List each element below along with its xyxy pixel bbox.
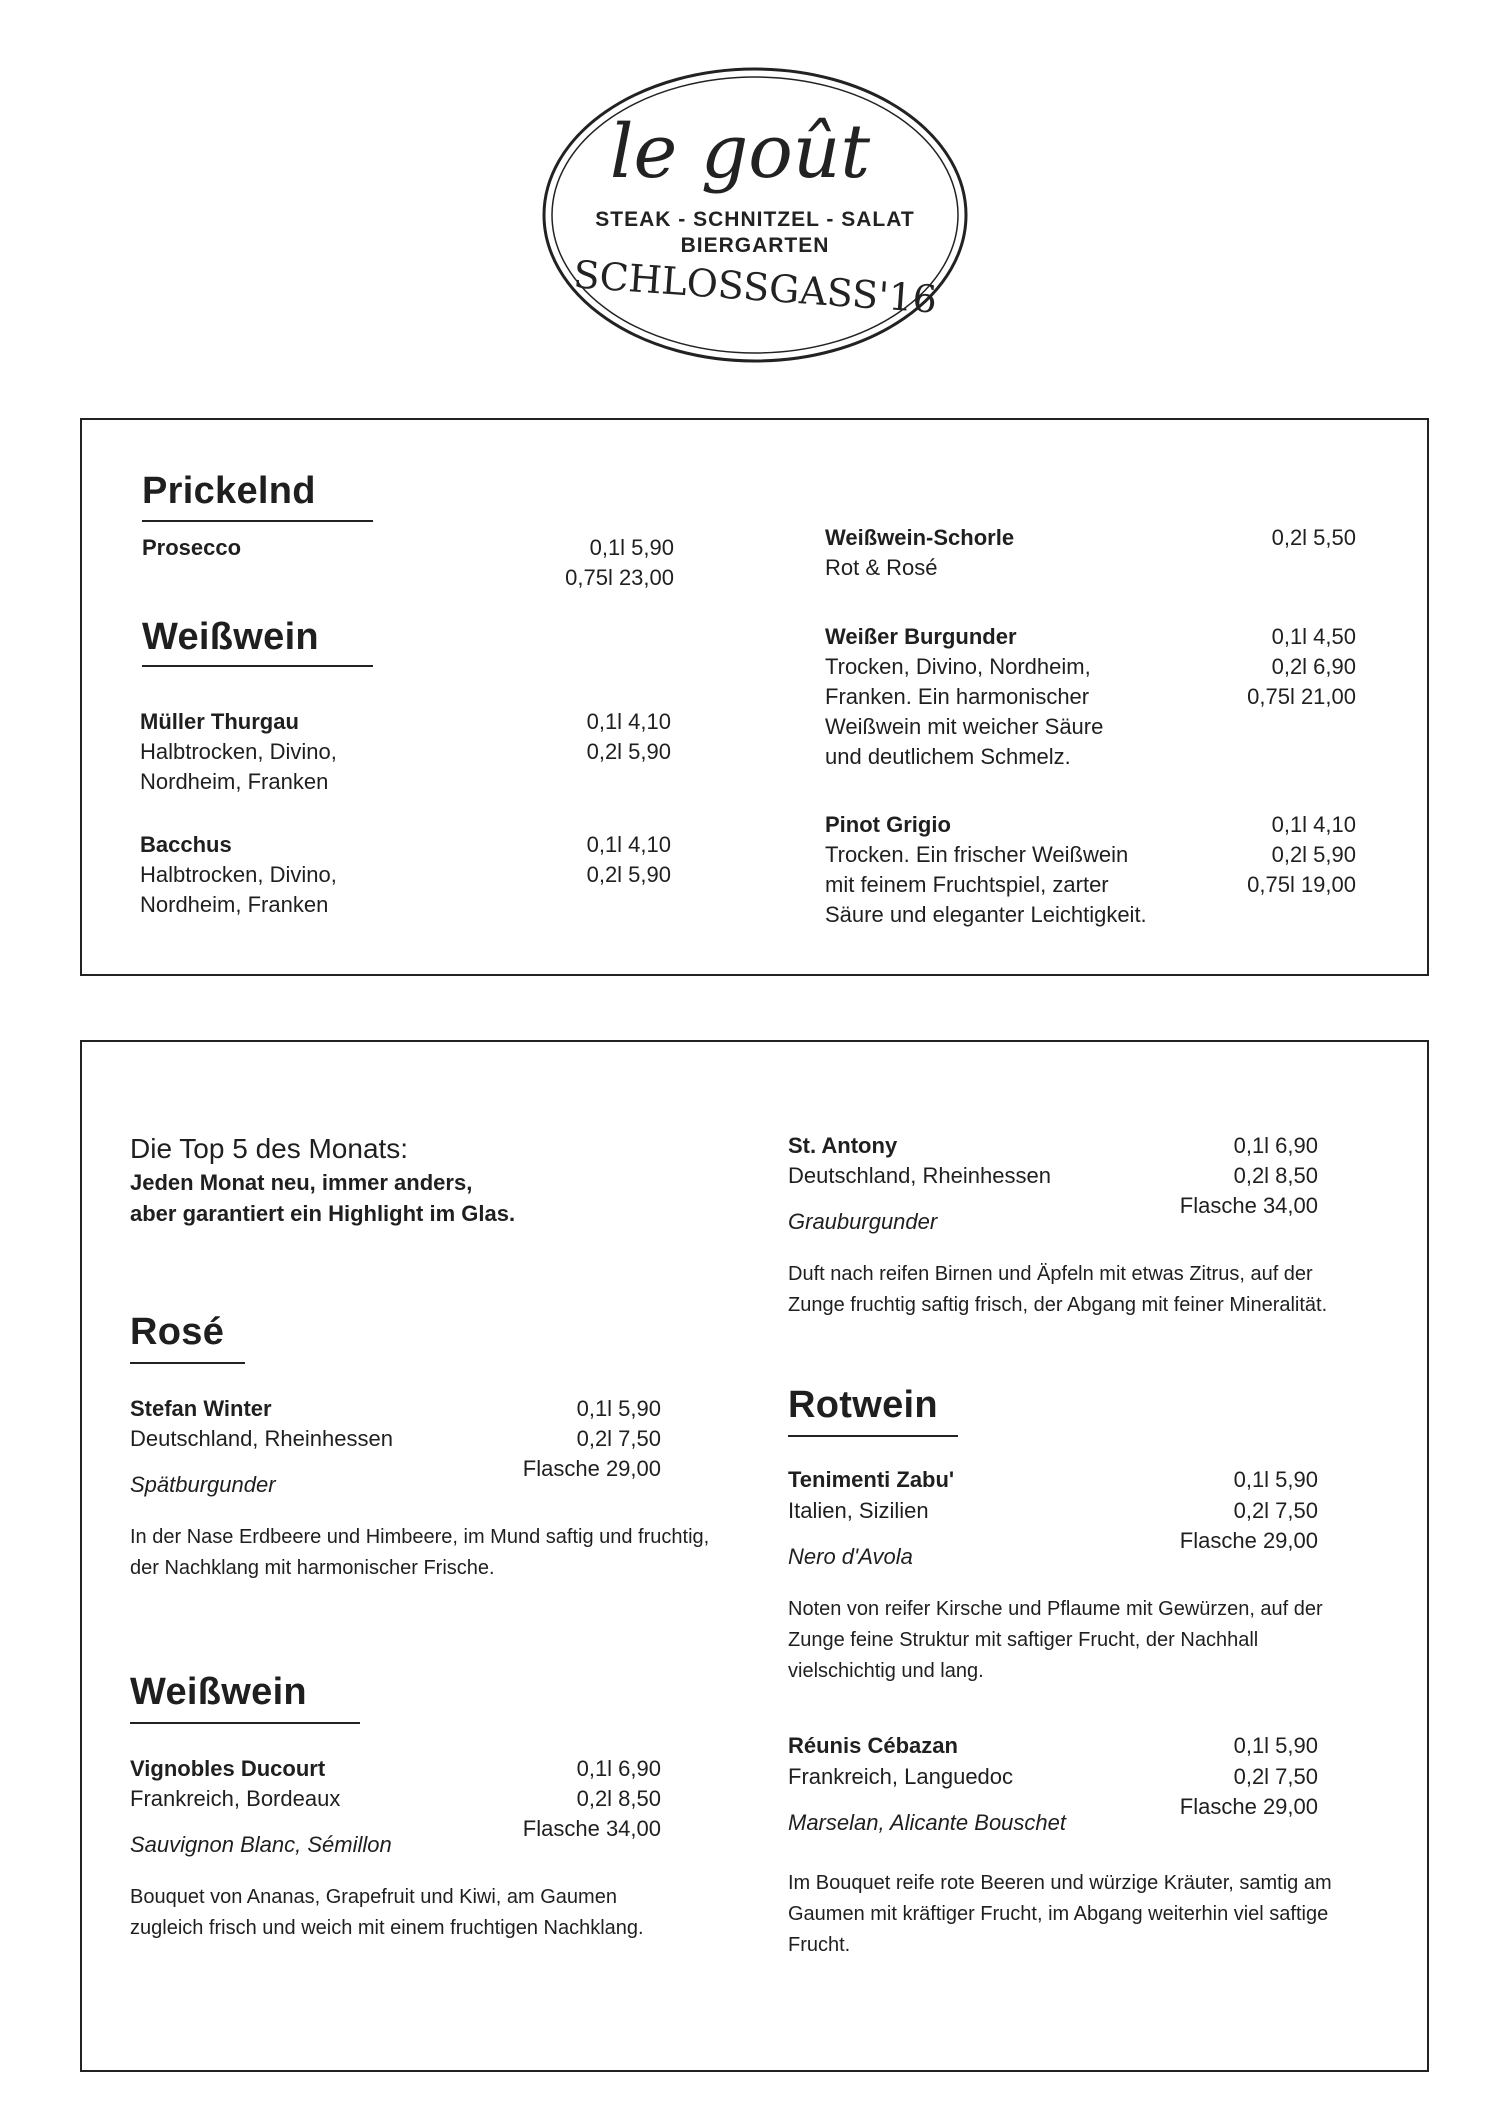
price-schorle-1: 0,2l 5,50 — [1271, 525, 1356, 550]
wine-name-stefan-winter: Stefan Winter — [130, 1396, 272, 1421]
price-stefan-winter-1: 0,1l 5,90 — [576, 1396, 661, 1421]
price-mueller-1: 0,1l 4,10 — [586, 709, 671, 734]
heading-weisswein: Weißwein — [142, 616, 319, 658]
wine-description: Duft nach reifen Birnen und Äpfeln mit etwas Zitrus, auf der Zunge fruchtig saftig frisch, der Abgang mit feiner Mineralität. — [788, 1263, 1328, 1316]
price-ducourt-3: Flasche 34,00 — [522, 1816, 661, 1841]
wine-name-vignobles-ducourt: Vignobles Ducourt — [130, 1756, 326, 1781]
heading-underline — [130, 1362, 245, 1364]
heading-weisswein-top5: Weißwein — [130, 1671, 307, 1713]
wine-name-tenimenti-zabu: Tenimenti Zabu' — [788, 1467, 955, 1492]
wine-name-mueller-thurgau: Müller Thurgau — [140, 709, 299, 734]
heading-underline — [142, 665, 373, 667]
logo-location: SCHLOSSGASS'16 — [572, 252, 939, 322]
price-ducourt-2: 0,2l 8,50 — [576, 1786, 661, 1811]
wine-description: Im Bouquet reife rote Beeren und würzige Kräuter, samtig am Gaumen mit kräftiger Frucht, im Abgang weiterhin viel saftige Frucht. — [788, 1872, 1332, 1956]
price-bacchus-1: 0,1l 4,10 — [586, 832, 671, 857]
wine-name-bacchus: Bacchus — [140, 832, 232, 857]
top5-subtitle-1: Jeden Monat neu, immer anders, — [130, 1170, 473, 1195]
wine-desc: Trocken. Ein frischer Weißwein — [825, 842, 1129, 867]
wine-desc: Rot & Rosé — [825, 555, 938, 580]
wine-origin: Deutschland, Rheinhessen — [130, 1426, 393, 1451]
wine-description: Bouquet von Ananas, Grapefruit und Kiwi, am Gaumen zugleich frisch und weich mit einem fruchtigen Nachklang. — [130, 1886, 644, 1939]
wine-grape: Spätburgunder — [130, 1472, 276, 1497]
heading-underline — [788, 1435, 958, 1437]
wine-grape: Nero d'Avola — [788, 1544, 913, 1569]
price-cebazan-2: 0,2l 7,50 — [1233, 1764, 1318, 1789]
price-prosecco-2: 0,75l 23,00 — [565, 565, 674, 590]
heading-prickelnd: Prickelnd — [142, 470, 316, 512]
wine-name-prosecco: Prosecco — [142, 535, 242, 560]
wine-origin: Deutschland, Rheinhessen — [788, 1163, 1051, 1188]
wine-origin: Italien, Sizilien — [788, 1498, 929, 1523]
price-mueller-2: 0,2l 5,90 — [586, 739, 671, 764]
wine-desc: Nordheim, Franken — [140, 769, 329, 794]
heading-rotwein: Rotwein — [788, 1384, 938, 1426]
wine-desc: Trocken, Divino, Nordheim, — [825, 654, 1091, 679]
logo-tagline-1: STEAK - SCHNITZEL - SALAT — [595, 208, 915, 231]
price-zabu-3: Flasche 29,00 — [1179, 1528, 1318, 1553]
wine-description: Noten von reifer Kirsche und Pflaume mit Gewürzen, auf der Zunge feine Struktur mit saftiger Frucht, der Nachhall vielschichtig und lang. — [788, 1598, 1323, 1682]
price-burgunder-3: 0,75l 21,00 — [1247, 684, 1356, 709]
wine-name-st-antony: St. Antony — [788, 1133, 898, 1158]
price-stefan-winter-2: 0,2l 7,50 — [576, 1426, 661, 1451]
wine-desc: Säure und eleganter Leichtigkeit. — [825, 902, 1147, 927]
logo-tagline-2: BIERGARTEN — [680, 234, 830, 257]
price-burgunder-2: 0,2l 6,90 — [1271, 654, 1356, 679]
price-antony-2: 0,2l 8,50 — [1233, 1163, 1318, 1188]
price-ducourt-1: 0,1l 6,90 — [576, 1756, 661, 1781]
price-prosecco-1: 0,1l 5,90 — [589, 535, 674, 560]
wine-desc: Halbtrocken, Divino, — [140, 862, 337, 887]
wine-desc: Halbtrocken, Divino, — [140, 739, 337, 764]
price-antony-3: Flasche 34,00 — [1179, 1193, 1318, 1218]
price-zabu-2: 0,2l 7,50 — [1233, 1498, 1318, 1523]
price-grigio-2: 0,2l 5,90 — [1271, 842, 1356, 867]
heading-underline — [130, 1722, 360, 1724]
wine-grape: Marselan, Alicante Bouschet — [788, 1810, 1066, 1835]
heading-rose: Rosé — [130, 1311, 225, 1353]
price-cebazan-1: 0,1l 5,90 — [1233, 1733, 1318, 1758]
price-grigio-3: 0,75l 19,00 — [1247, 872, 1356, 897]
price-zabu-1: 0,1l 5,90 — [1233, 1467, 1318, 1492]
top5-title: Die Top 5 des Monats: — [130, 1133, 409, 1164]
price-cebazan-3: Flasche 29,00 — [1179, 1794, 1318, 1819]
wine-name-reunis-cebazan: Réunis Cébazan — [788, 1733, 958, 1758]
price-grigio-1: 0,1l 4,10 — [1271, 812, 1356, 837]
wine-desc: Weißwein mit weicher Säure — [825, 714, 1104, 739]
heading-underline — [142, 520, 373, 522]
logo-brand: le goût — [609, 109, 871, 195]
wine-name-pinot-grigio: Pinot Grigio — [825, 812, 951, 837]
wine-name-schorle: Weißwein-Schorle — [825, 525, 1015, 550]
price-stefan-winter-3: Flasche 29,00 — [522, 1456, 661, 1481]
wine-desc: und deutlichem Schmelz. — [825, 744, 1071, 769]
wine-origin: Frankreich, Bordeaux — [130, 1786, 341, 1811]
wine-name-weisser-burgunder: Weißer Burgunder — [825, 624, 1017, 649]
price-burgunder-1: 0,1l 4,50 — [1271, 624, 1356, 649]
wine-grape: Grauburgunder — [788, 1209, 938, 1234]
wine-desc: Nordheim, Franken — [140, 892, 329, 917]
price-bacchus-2: 0,2l 5,90 — [586, 862, 671, 887]
wine-desc: Franken. Ein harmonischer — [825, 684, 1090, 709]
wine-origin: Frankreich, Languedoc — [788, 1764, 1014, 1789]
price-antony-1: 0,1l 6,90 — [1233, 1133, 1318, 1158]
wine-desc: mit feinem Fruchtspiel, zarter — [825, 872, 1109, 897]
top5-subtitle-2: aber garantiert ein Highlight im Glas. — [130, 1201, 516, 1226]
wine-grape: Sauvignon Blanc, Sémillon — [130, 1832, 392, 1857]
restaurant-logo — [0, 0, 1500, 380]
wine-description: In der Nase Erdbeere und Himbeere, im Mund saftig und fruchtig, der Nachklang mit harmonischer Frische. — [130, 1526, 710, 1579]
